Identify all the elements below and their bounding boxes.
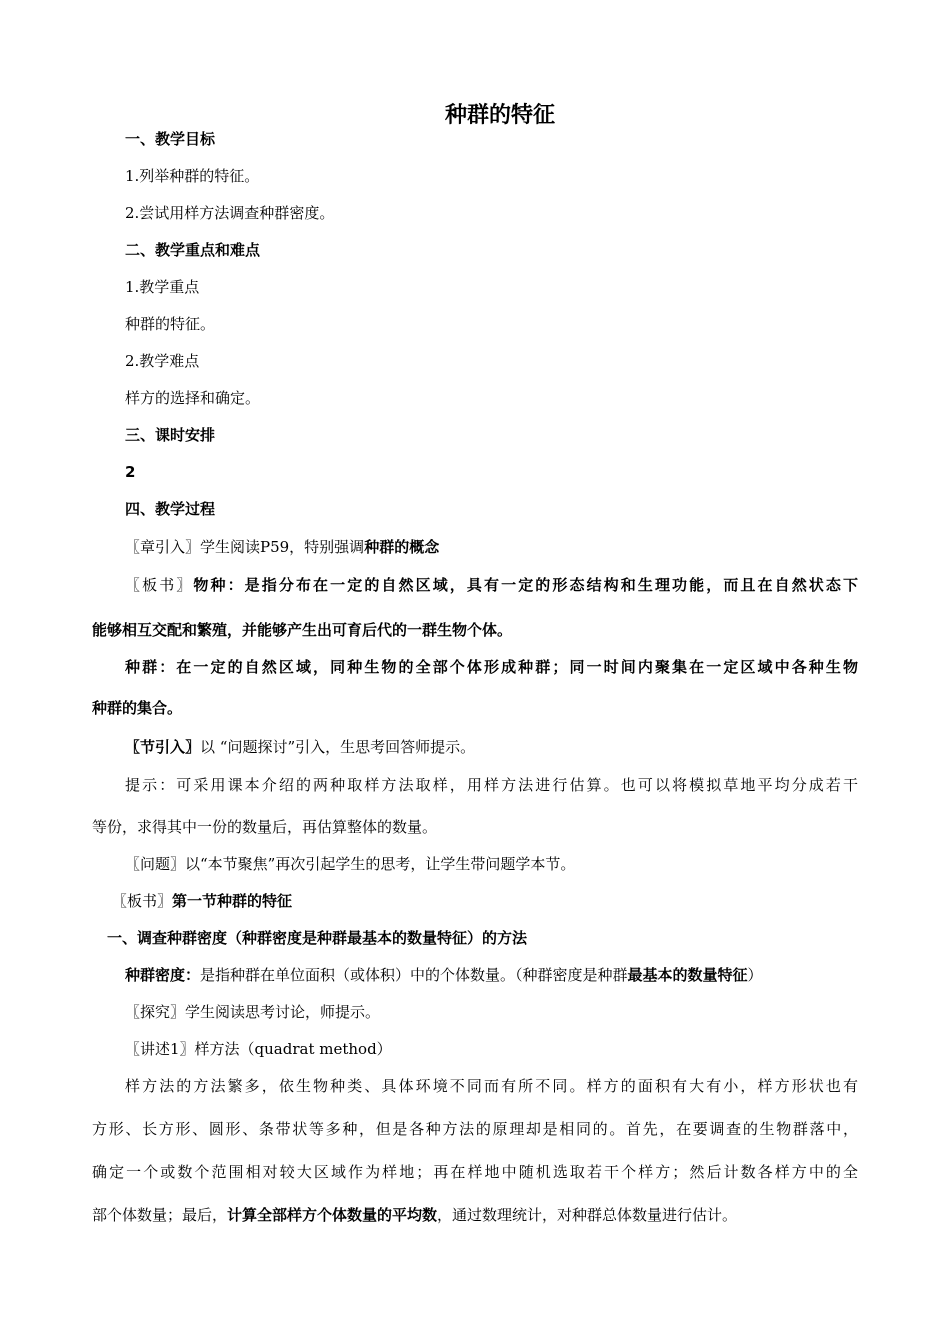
method-paragraph-line-2: 方形、长方形、圆形、条带状等多种，但是各种方法的原理却是相同的。首先，在要调查的生物群落中， (92, 1120, 858, 1138)
section-intro-label: 〖节引入〗 (125, 738, 201, 756)
method-paragraph-line-1: 样方法的方法繁多，依生物种类、具体环境不同而有所不同。样方的面积有大有小，样方形状也有 (125, 1077, 858, 1095)
section-intro (125, 737, 858, 757)
method-paragraph-line-4 (92, 1205, 858, 1225)
section-heading-schedule: 三、课时安排 (125, 426, 216, 444)
board-section-name: 第一节种群的特征 (172, 892, 293, 910)
chapter-intro-emphasis: 种群的概念 (364, 538, 440, 556)
section-heading-key-points: 二、教学重点和难点 (125, 241, 261, 259)
board-species-line-2: 能够相互交配和繁殖，并能够产生出可育后代的一群生物个体。 (92, 621, 513, 639)
schedule-value: 2 (125, 463, 136, 481)
key-point-label: 1.教学重点 (125, 278, 200, 296)
key-point-text: 种群的特征。 (125, 315, 216, 333)
hint-line-2: 等份，求得其中一份的数量后，再估算整体的数量。 (92, 818, 438, 836)
method-text-c: ，通过数理统计，对种群总体数量进行估计。 (437, 1206, 738, 1224)
chapter-intro (125, 537, 858, 557)
lecture-line: 〖讲述1〗样方法（quadrat method） (125, 1040, 392, 1058)
goal-item-2: 2.尝试用样方法调查种群密度。 (125, 204, 335, 222)
question-line: 〖问题〗以“本节聚焦”再次引起学生的思考，让学生带问题学本节。 (125, 855, 576, 873)
board-prefix: 〖板书〗 (125, 576, 194, 594)
page-title: 种群的特征 (444, 102, 555, 128)
density-emphasis: 最基本的数量特征 (627, 966, 748, 984)
subsection-heading-density: 一、调查种群密度（种群密度是种群最基本的数量特征）的方法 (107, 929, 528, 947)
density-close: ） (747, 966, 763, 984)
density-definition (125, 965, 858, 985)
explore-line: 〖探究〗学生阅读思考讨论，师提示。 (125, 1003, 381, 1021)
section-intro-text: 以 “问题探讨”引入，生思考回答师提示。 (200, 738, 476, 756)
density-term: 种群密度： (125, 966, 201, 984)
difficulty-label: 2.教学难点 (125, 352, 200, 370)
density-text: 是指种群在单位面积（或体积）中的个体数量。（种群密度是种群 (200, 966, 628, 984)
board-section-title (112, 891, 858, 911)
difficulty-text: 样方的选择和确定。 (125, 389, 261, 407)
chapter-intro-text: 〖章引入〗学生阅读P59，特别强调 (125, 538, 365, 556)
section-heading-goals: 一、教学目标 (125, 130, 216, 148)
species-definition: 物种：是指分布在一定的自然区域，具有一定的形态结构和生理功能，而且在自然状态下 (193, 576, 858, 594)
population-definition-line-1: 种群：在一定的自然区域，同种生物的全部个体形成种群；同一时间内聚集在一定区域中各种生物 (125, 658, 858, 676)
goal-item-1: 1.列举种群的特征。 (125, 167, 260, 185)
board-section-prefix: 〖板书〗 (112, 892, 173, 910)
board-species-line-1 (125, 575, 858, 595)
hint-line-1: 提示：可采用课本介绍的两种取样方法取样，用样方法进行估算。也可以将模拟草地平均分成若干 (125, 776, 858, 794)
method-paragraph-line-3: 确定一个或数个范围相对较大区域作为样地；再在样地中随机选取若干个样方；然后计数各样方中的全 (92, 1163, 858, 1181)
method-emphasis: 计算全部样方个体数量的平均数 (227, 1206, 438, 1224)
section-heading-process: 四、教学过程 (125, 500, 216, 518)
population-definition-line-2: 种群的集合。 (92, 699, 183, 717)
method-text-a: 部个体数量；最后， (92, 1206, 228, 1224)
